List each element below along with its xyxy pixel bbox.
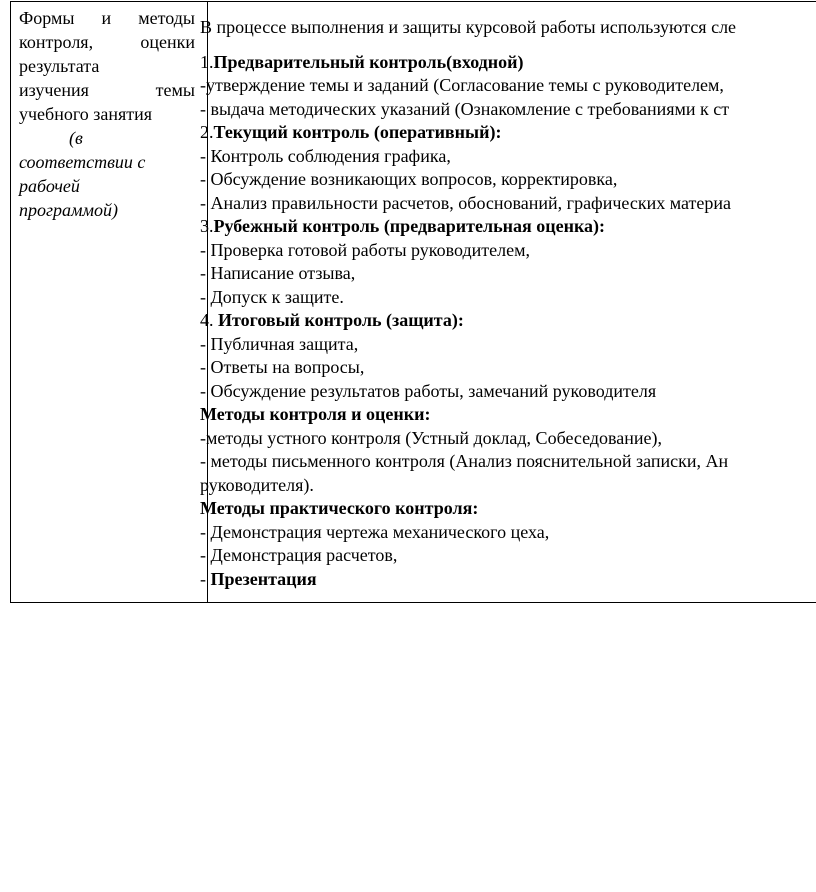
label-line: результата	[19, 56, 100, 76]
note-line: (в	[69, 128, 83, 148]
section-number: 1.	[200, 51, 214, 72]
section-title: Текущий контроль (оперативный):	[213, 122, 502, 142]
section-heading	[200, 309, 810, 333]
list-item: -утверждение темы и заданий (Согласование темы с руководителем,	[200, 75, 724, 95]
list-item: руководителя).	[200, 474, 314, 495]
section-heading	[200, 215, 810, 239]
list-item: - выдача методических указаний (Ознакомление с требованиями к ст	[200, 98, 730, 119]
list-item-last	[200, 568, 810, 592]
label-line: учебного занятия	[19, 104, 153, 124]
label-line: изучения темы	[19, 80, 195, 100]
list-item: - Демонстрация чертежа механического цеха,	[200, 521, 550, 542]
list-item: - Ответы на вопросы,	[200, 357, 365, 377]
list-item: - Обсуждение результатов работы, замечаний руководителя	[200, 380, 657, 401]
methods-table	[10, 1, 816, 603]
section-heading	[200, 51, 810, 75]
label-line: контроля, оценки	[19, 32, 195, 52]
list-item: - Написание отзыва,	[200, 263, 356, 283]
list-item: - методы письменного контроля (Анализ пояснительной записки, Ан	[200, 451, 729, 471]
right-content-cell	[200, 16, 810, 591]
last-item-prefix: -	[200, 568, 211, 589]
list-item: - Публичная защита,	[200, 333, 359, 354]
last-item-bold: Презентация	[210, 568, 317, 589]
note-line: рабочей	[19, 176, 80, 196]
label-line: Формы и методы	[19, 8, 195, 28]
section-number: 4.	[200, 310, 218, 330]
list-item: - Контроль соблюдения графика,	[200, 145, 451, 166]
list-item: - Проверка готовой работы руководителем,	[200, 239, 531, 260]
section-title: Итоговый контроль (защита):	[218, 310, 464, 330]
list-item: - Обсуждение возникающих вопросов, корректировка,	[200, 169, 618, 189]
section-title: Предварительный контроль(входной)	[213, 51, 524, 72]
practical-heading: Методы практического контроля:	[200, 498, 479, 518]
left-header-cell	[19, 6, 195, 222]
section-number: 3.	[200, 216, 214, 236]
section-number: 2.	[200, 122, 214, 142]
list-item: - Допуск к защите.	[200, 286, 344, 307]
section-title: Рубежный контроль (предварительная оценка):	[213, 216, 606, 236]
list-item: -методы устного контроля (Устный доклад, Собеседование),	[200, 427, 663, 448]
note-line: программой)	[19, 200, 118, 220]
intro-text: В процессе выполнения и защиты курсовой работы используются сле	[200, 17, 737, 37]
section-heading	[200, 121, 810, 145]
list-item: - Демонстрация расчетов,	[200, 545, 398, 565]
list-item: - Анализ правильности расчетов, обоснований, графических материа	[200, 192, 731, 213]
methods-heading: Методы контроля и оценки:	[200, 404, 431, 424]
note-line: соответствии с	[19, 152, 146, 172]
